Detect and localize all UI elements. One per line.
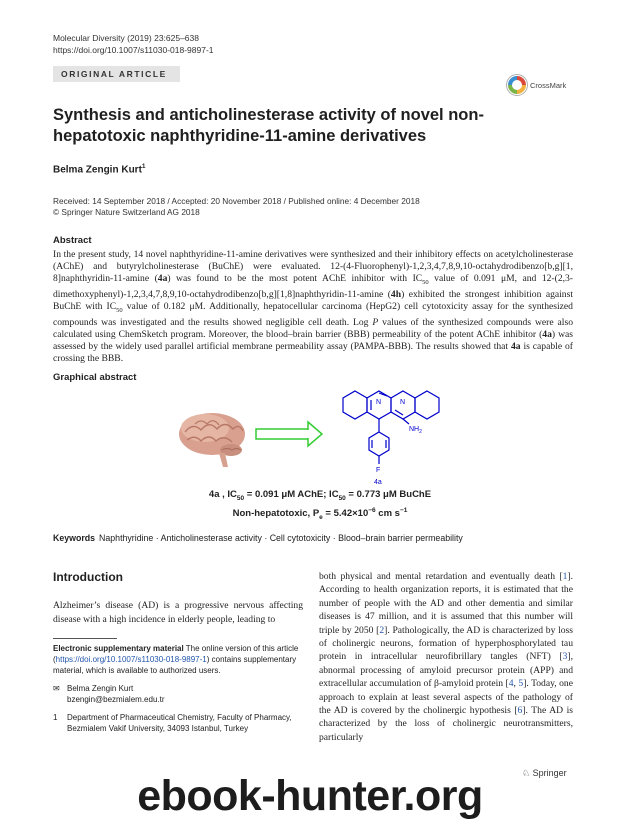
- ring-n-label: N: [376, 399, 382, 406]
- keywords-label: Keywords: [53, 533, 96, 543]
- keywords-text: Naphthyridine · Anticholinesterase activity · Cell cytotoxicity · Blood–brain barrier permeability: [99, 533, 463, 543]
- footnote-rule: [53, 638, 117, 639]
- corr-email[interactable]: bzengin@bezmialem.edu.tr: [67, 695, 165, 704]
- author-line: [53, 163, 146, 175]
- esm-note: Electronic supplementary material The online version of this article (https://doi.org/10.1007/s11030-018-9897-1) contains supplementary material, which is available to authorized users.: [53, 644, 299, 675]
- graphical-abstract-caption: [175, 489, 465, 524]
- arrow-icon: [256, 422, 322, 446]
- graphical-abstract-heading: Graphical abstract: [53, 372, 137, 383]
- date-line: Received: 14 September 2018 / Accepted: 20 November 2018 / Published online: 4 December 2018: [53, 196, 420, 206]
- paper-title: Synthesis and anticholinesterase activity of novel non-hepatotoxic naphthyridine-11-amine derivatives: [53, 106, 484, 145]
- crossmark-badge[interactable]: [505, 73, 575, 97]
- caption-line-1: 4a , $IC_{50} = 0.091$ μM AChE; $IC_{50} = 0.773$ μM BuChE: [208, 489, 432, 502]
- ring-n-label: N: [400, 399, 406, 406]
- crossmark-label: CrossMark: [530, 81, 567, 90]
- citation-link[interactable]: 3: [562, 651, 568, 663]
- fluorine-label: F: [376, 467, 381, 474]
- intro-right-column: both physical and mental retardation and eventually death [1]. According to health organization reports, it is estimated that the number of people with the AD and other dementia and similar diseases is 47 million, and it is assumed that this number will triple by 2050 [2]. Pathologically, the AD is characterized by loss of cholinergic neurons, formation of hyperphosphorylated tau protein in intracellular neurofibrillary tangles (NFT) [3], abnormal processing of amyloid precursor protein (APP) and extracellular accumulation of β-amyloid protein [4, 5]. Today, one approach to explain at least several aspects of the pathology of the AD is covered by the cholinergic hypothesis [6]. The AD is characterized by the loss of cholinergic neurotransmitters, particularly: [319, 571, 574, 743]
- intro-left-column: Alzheimer’s disease (AD) is a progressive nervous affecting disease with a high incidence in elderly people, leading to: [53, 600, 303, 625]
- caption-line-2: Non-hepatotoxic, $P_e = 5.42\times 10^{-6}$ cm $s^{-1}$: [232, 506, 408, 521]
- abstract-body: In the present study, 14 novel naphthyridine-11-amine derivatives were synthesized and their inhibitory effects on acetylcholinesterase (AChE) and butyrylcholinesterase (BuChE) were evaluated. 12-(4-Fluorophenyl)-1,2,3,4,7,8,9,10-octahydrodibenzo[b,g][1, 8]naphthyridin-11-amine (4a) was found to be the most potent AChE inhibitor with $IC_{50}$ value of 0.091 μM, and 12-(2,3-dimethoxyphenyl)-1,2,3,4,7,8,9,10-octahydrodibenzo[b,g][1,8]naphthyridin-11-amine (4h) exhibited the strongest inhibition against BuChE with $IC_{50}$ value of 0.182 μM. Additionally, hepatocellular carcinoma (HepG2) cell cytotoxicity assay for the synthesized compounds was investigated and the results showed negligible cell death. Log P values of the synthesized compounds were also calculated using ChemSketch program. Moreover, the blood–brain barrier (BBB) permeability of the potent AChE inhibitor (4a) was assessed by the widely used parallel artificial membrane permeability assay (PAMPA-BBB). The results showed that 4a is capable of crossing the BBB.: [53, 249, 573, 365]
- affil-text: Department of Pharmaceutical Chemistry, Faculty of Pharmacy, Bezmialem Vakif University, 34093 Istanbul, Turkey: [67, 713, 292, 733]
- keywords-line: [53, 533, 463, 543]
- journal-citation: Molecular Diversity (2019) 23:625–638: [53, 33, 199, 43]
- springer-logo: ♘ Springer: [522, 768, 567, 778]
- corr-name: Belma Zengin Kurt: [67, 684, 134, 693]
- molecule-structure: [343, 391, 439, 464]
- citation-link[interactable]: 4: [508, 678, 514, 690]
- copyright-line: © Springer Nature Switzerland AG 2018: [53, 207, 200, 217]
- article-type-label: ORIGINAL ARTICLE: [61, 69, 167, 79]
- author-affil-mark: 1: [141, 163, 146, 170]
- author-name[interactable]: Belma Zengin Kurt: [53, 164, 142, 176]
- citation-link[interactable]: 6: [517, 705, 523, 717]
- watermark: ebook-hunter.org: [137, 772, 483, 820]
- mail-icon: ✉: [53, 684, 60, 693]
- affil-number: 1: [53, 713, 58, 722]
- abstract-heading: Abstract: [53, 235, 92, 246]
- citation-link[interactable]: 5: [518, 678, 524, 690]
- nh2-label: $NH_2$: [409, 426, 422, 435]
- citation-link[interactable]: 1: [562, 571, 568, 582]
- corresponding-author: [53, 683, 303, 705]
- article-type-banner: [53, 66, 180, 82]
- esm-link[interactable]: https://doi.org/10.1007/s11030-018-9897-1: [55, 655, 207, 664]
- publication-dates: [53, 196, 420, 218]
- doi-link[interactable]: https://doi.org/10.1007/s11030-018-9897-1: [53, 45, 214, 55]
- springer-horse-icon: ♘: [522, 768, 531, 778]
- compound-label: 4a: [374, 479, 382, 486]
- graphical-abstract-figure: [175, 384, 465, 488]
- citation-link[interactable]: 2: [379, 624, 385, 636]
- journal-header: [53, 32, 214, 56]
- introduction-heading: Introduction: [53, 570, 123, 584]
- affiliation: [53, 712, 303, 734]
- brain-image: [179, 413, 245, 467]
- crossmark-icon: [505, 73, 575, 97]
